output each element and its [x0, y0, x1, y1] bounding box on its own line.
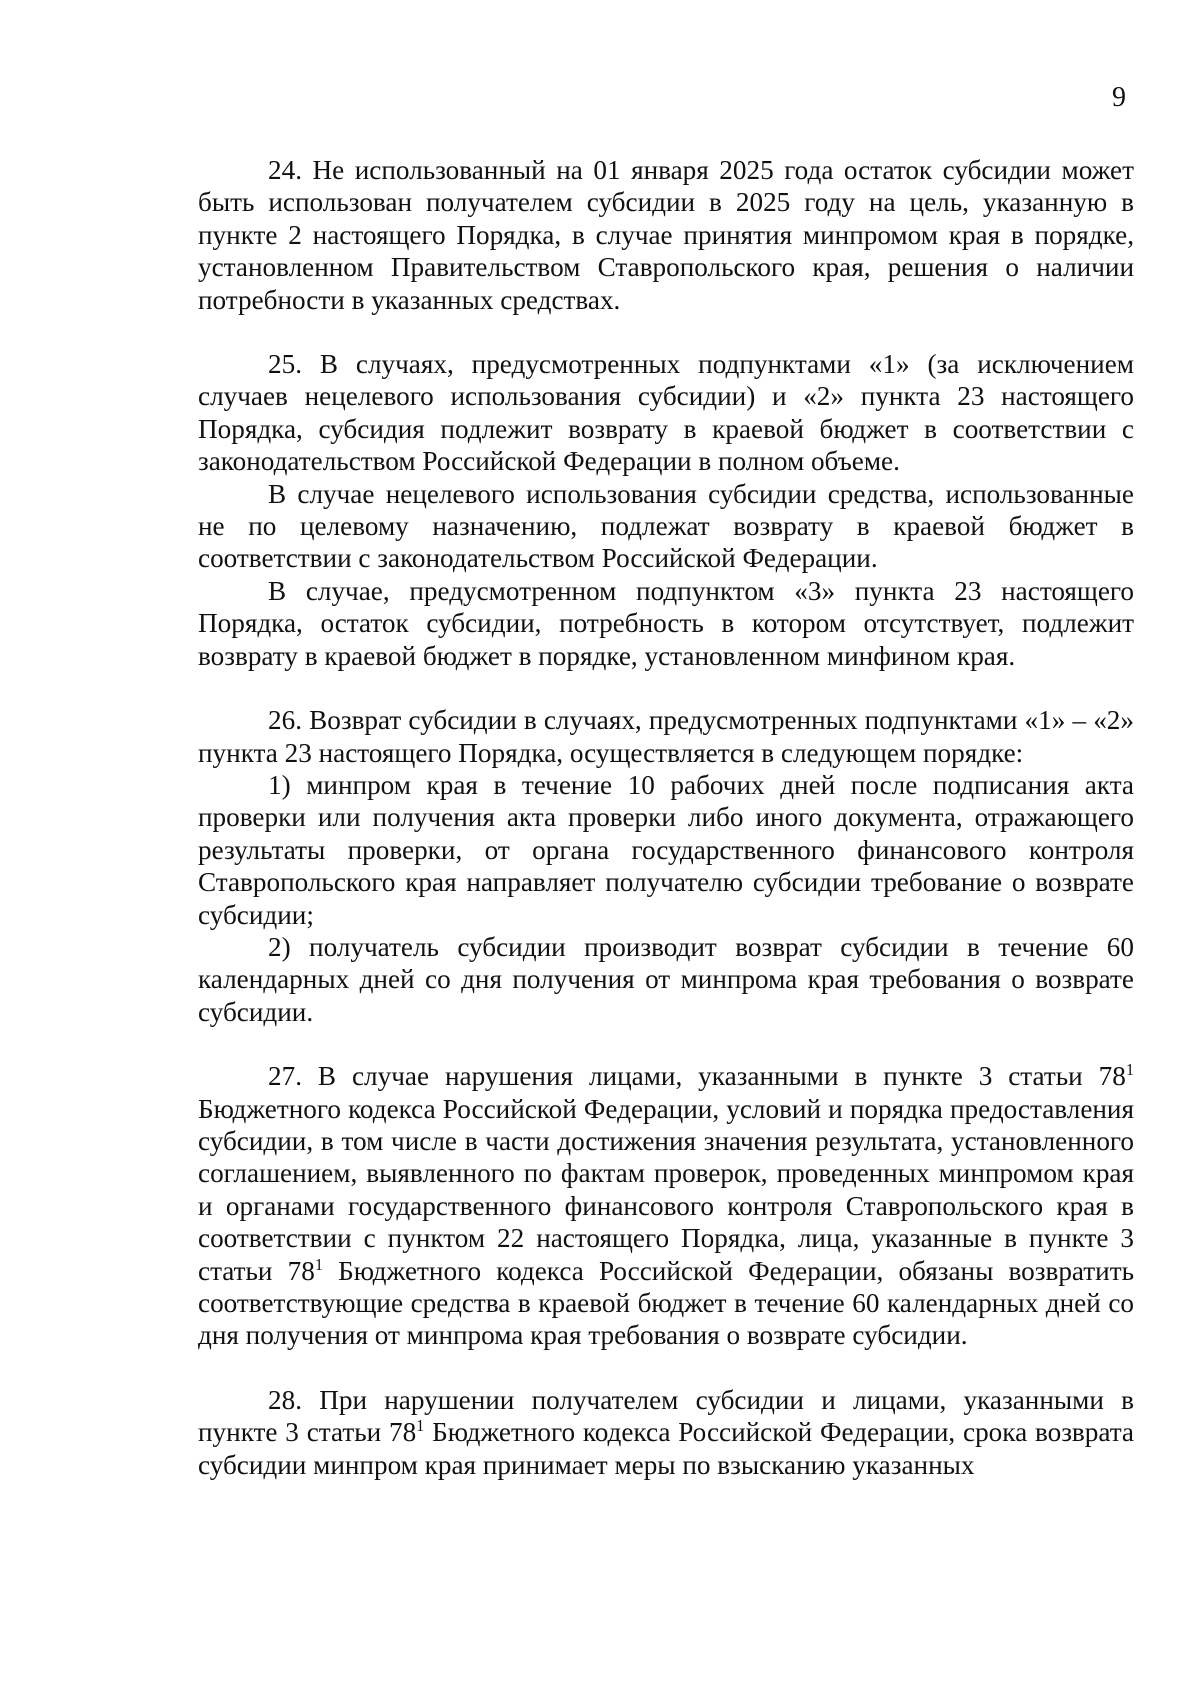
- paragraph-26-item-1: 1) минпром края в течение 10 рабочих дней после подписания акта проверки или получения акта проверки либо иного документа, отражающего результаты проверки, от органа государственного финансового контроля Ставропольского края направляет получателю субсидии требование о возврате субсидии;: [198, 769, 1134, 930]
- paragraph-25: 25. В случаях, предусмотренных подпунктами «1» (за исключением случаев нецелевого использования субсидии) и «2» пункта 23 настоящего Порядка, субсидия подлежит возврату в краевой бюджет в соответствии с законодательством Российской Федерации в полном объеме.: [198, 349, 1134, 477]
- paragraph-27: [198, 1060, 1134, 1352]
- paragraph-27-part-c: Бюджетного кодекса Российской Федерации, обязаны возвратить соответствующие средства в краевой бюджет в течение 60 календарных дней со дня получения от минпрома края требования о возврате субсидии.: [198, 1255, 1134, 1351]
- paragraph-27-part-b: Бюджетного кодекса Российской Федерации, условий и порядка предоставления субсидии, в том числе в части достижения значения результата, установленного соглашением, выявленного по фактам проверок, проведенных минпромом края и органами государственного финансового контроля Ставропольского края в соответствии с пунктом 22 настоящего Порядка, лица, указанные в пункте 3 статьи 78: [198, 1093, 1134, 1286]
- paragraph-26: 26. Возврат субсидии в случаях, предусмотренных подпунктами «1» – «2» пункта 23 настоящего Порядка, осуществляется в следующем порядке:: [198, 705, 1134, 768]
- paragraph-28-part-a: 28. При нарушении получателем субсидии и лицами, указанными в пункте 3 статьи 78: [198, 1384, 1134, 1448]
- paragraph-24: 24. Не использованный на 01 января 2025 года остаток субсидии может быть использован получателем субсидии в 2025 году на цель, указанную в пункте 2 настоящего Порядка, в случае принятия минпромом края в порядке, установленном Правительством Ставропольского края, решения о наличии потребности в указанных средствах.: [198, 155, 1134, 315]
- superscript-1: 1: [416, 1416, 425, 1436]
- superscript-1: 1: [314, 1254, 323, 1274]
- paragraph-25-nontarget-use: В случае нецелевого использования субсидии средства, использованные не по целевому назначению, подлежат возврату в краевой бюджет в соответствии с законодательством Российской Федерации.: [198, 478, 1134, 574]
- document-body: [198, 154, 1134, 1481]
- paragraph-27-part-a: 27. В случае нарушения лицами, указанными в пункте 3 статьи 78: [268, 1061, 1126, 1092]
- paragraph-28: [198, 1384, 1134, 1481]
- superscript-1: 1: [1125, 1060, 1134, 1080]
- page-number: 9: [1112, 82, 1126, 113]
- paragraph-25-remainder: В случае, предусмотренном подпунктом «3» пункта 23 настоящего Порядка, остаток субсидии, потребность в котором отсутствует, подлежит возврату в краевой бюджет в порядке, установленном минфином края.: [198, 575, 1134, 671]
- paragraph-26-item-2: 2) получатель субсидии производит возврат субсидии в течение 60 календарных дней со дня получения от минпрома края требования о возврате субсидии.: [198, 931, 1134, 1027]
- paragraph-28-part-b: Бюджетного кодекса Российской Федерации, срока возврата субсидии минпром края принимает меры по взысканию указанных: [198, 1417, 1135, 1480]
